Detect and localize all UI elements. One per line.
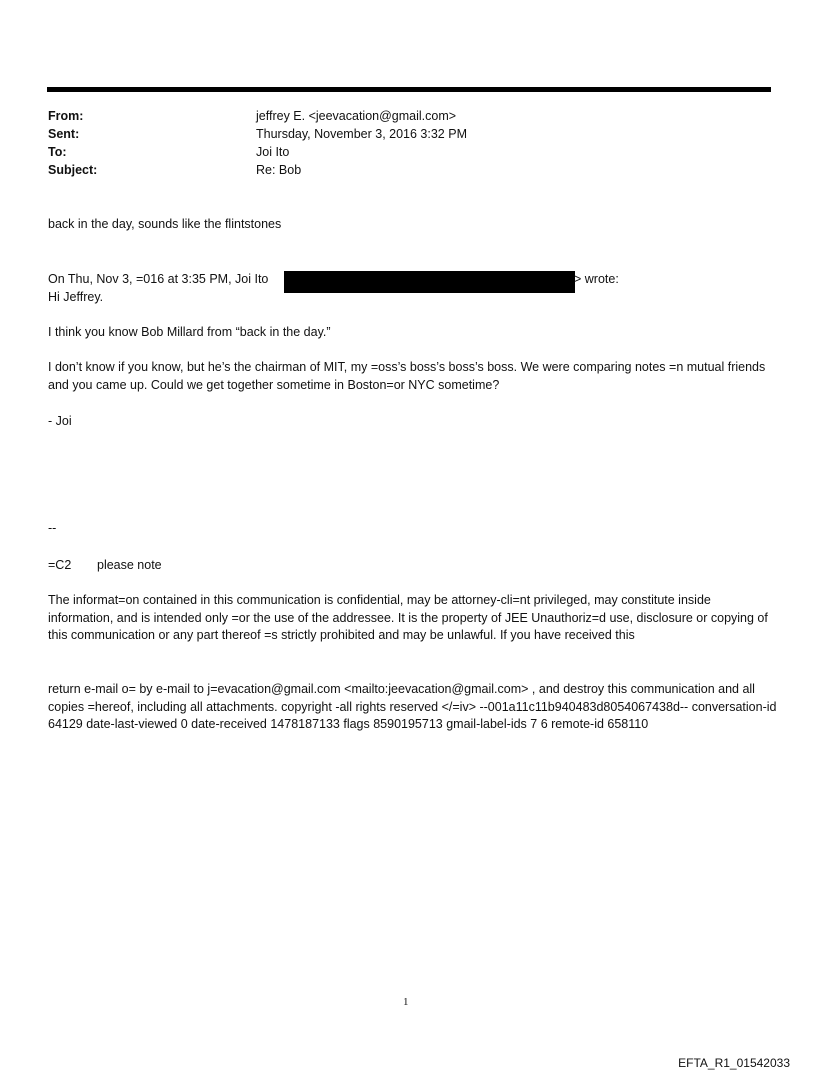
greeting: Hi Jeffrey.: [48, 290, 104, 304]
to-value: Joi Ito: [256, 145, 290, 159]
header-rule: [47, 87, 771, 92]
signature-separator: --: [48, 521, 57, 535]
subject-value: Re: Bob: [256, 163, 302, 177]
body-line-1: I think you know Bob Millard from “back in the day.”: [48, 325, 331, 339]
redaction-box: [284, 271, 575, 293]
note-code: =C2: [48, 558, 72, 572]
bates-number: EFTA_R1_01542033: [678, 1056, 790, 1070]
sent-value: Thursday, November 3, 2016 3:32 PM: [256, 127, 467, 141]
return-email-text: return e-mail o= by e-mail to j=evacation@gmail.com <mailto:jeevacation@gmail.com> , and destroy this communication and all copies =hereof, including all attachments. copyright -all rights reserved </=iv> --001a11c11b940483d8054067438d-- conversation-id 64129 date-last-viewed 0 date-received 1478187133 flags 8590195713 gmail-label-ids 7 6 remote-id 658110: [48, 682, 777, 731]
note-text: please note: [97, 558, 162, 572]
subject-label: Subject:: [48, 163, 98, 177]
to-label: To:: [48, 145, 67, 159]
from-value: jeffrey E. <jeevacation@gmail.com>: [256, 109, 457, 123]
signoff: - Joi: [48, 414, 72, 428]
page-number: 1: [403, 996, 409, 1008]
from-label: From:: [48, 109, 84, 123]
quote-intro: On Thu, Nov 3, =016 at 3:35 PM, Joi Ito: [48, 272, 269, 286]
confidentiality-notice: The informat=on contained in this communication is confidential, may be attorney-cli=nt privileged, may constitute inside information, and is intended only =or the use of the addressee. It is the property of JEE Unauthoriz=d use, disclosure or copying of this communication or any part thereof =s strictly prohibited and may be unlawful. If you have received this: [48, 593, 768, 642]
quote-intro-wrote: > wrote:: [574, 272, 619, 286]
sent-label: Sent:: [48, 127, 80, 141]
reply-text: back in the day, sounds like the flintstones: [48, 217, 282, 231]
body-line-2: I don’t know if you know, but he’s the chairman of MIT, my =oss’s boss’s boss’s boss. We were comparing notes =n mutual friends and you came up. Could we get together sometime in Boston=or NYC sometime?: [48, 360, 766, 392]
